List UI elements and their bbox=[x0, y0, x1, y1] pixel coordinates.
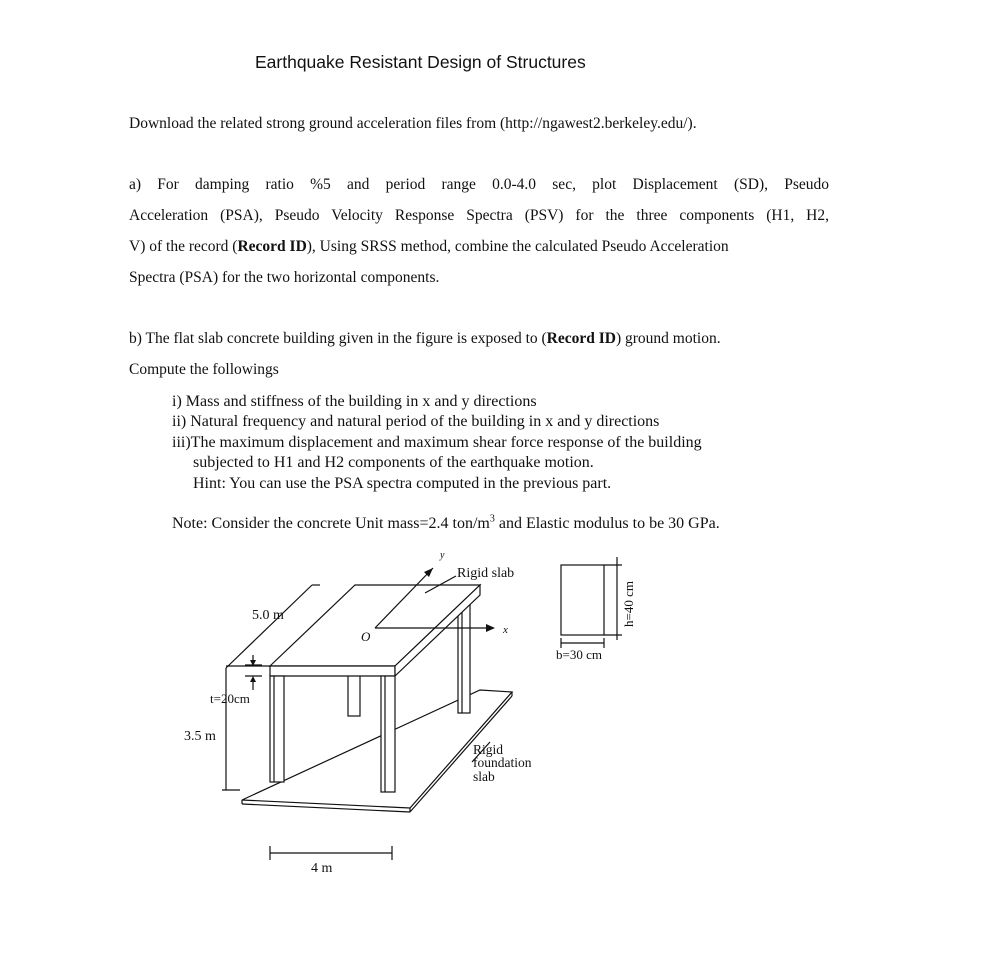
foundation-label-3: slab bbox=[473, 769, 495, 784]
dim-5m-label: 5.0 m bbox=[252, 608, 284, 623]
column-b-label: b=30 cm bbox=[556, 647, 602, 662]
dim-height-label: 3.5 m bbox=[184, 729, 216, 744]
rigid-slab-label: Rigid slab bbox=[457, 566, 515, 581]
part-b-line-1: b) The flat slab concrete building given in the figure is exposed to (Record ID) ground motion. bbox=[129, 330, 721, 347]
part-a-line-4: Spectra (PSA) for the two horizontal components. bbox=[129, 269, 440, 286]
foundation-label-1: Rigid bbox=[473, 742, 504, 757]
download-instruction: Download the related strong ground acceleration files from (http://ngawest2.berkeley.edu/). bbox=[129, 115, 697, 132]
x-axis-label: x bbox=[503, 624, 508, 636]
hint: Hint: You can use the PSA spectra computed in the previous part. bbox=[193, 475, 612, 492]
record-id-a: Record ID bbox=[237, 238, 307, 255]
dim-t-label: t=20cm bbox=[210, 691, 250, 706]
part-a-line-2: Acceleration (PSA), Pseudo Velocity Response Spectra (PSV) for the three components (H1, H2, bbox=[129, 207, 829, 224]
column-section bbox=[561, 565, 604, 635]
foundation-label-2: foundation bbox=[473, 755, 532, 770]
item-ii: ii) Natural frequency and natural period of the building in x and y directions bbox=[172, 413, 660, 430]
part-a-line-3: V) of the record (Record ID), Using SRSS method, combine the calculated Pseudo Acceleration bbox=[129, 238, 729, 255]
part-b-line-2: Compute the followings bbox=[129, 361, 279, 378]
origin-label: O bbox=[361, 629, 371, 644]
item-iii-line-1: iii)The maximum displacement and maximum shear force response of the building bbox=[172, 434, 702, 451]
column-h-label: h=40 cm bbox=[621, 581, 636, 627]
record-id-b: Record ID bbox=[546, 330, 616, 347]
item-i: i) Mass and stiffness of the building in x and y directions bbox=[172, 393, 537, 410]
part-a-line-1: a) For damping ratio %5 and period range 0.0-4.0 sec, plot Displacement (SD), Pseudo bbox=[129, 176, 829, 193]
y-axis-label: y bbox=[440, 550, 445, 561]
item-iii-line-2: subjected to H1 and H2 components of the earthquake motion. bbox=[193, 454, 594, 471]
dim-4m-label: 4 m bbox=[311, 861, 333, 876]
page-title: Earthquake Resistant Design of Structures bbox=[255, 52, 586, 72]
note: Note: Consider the concrete Unit mass=2.4 ton/$m^3$ and Elastic modulus to be 30 GPa. bbox=[172, 513, 720, 532]
